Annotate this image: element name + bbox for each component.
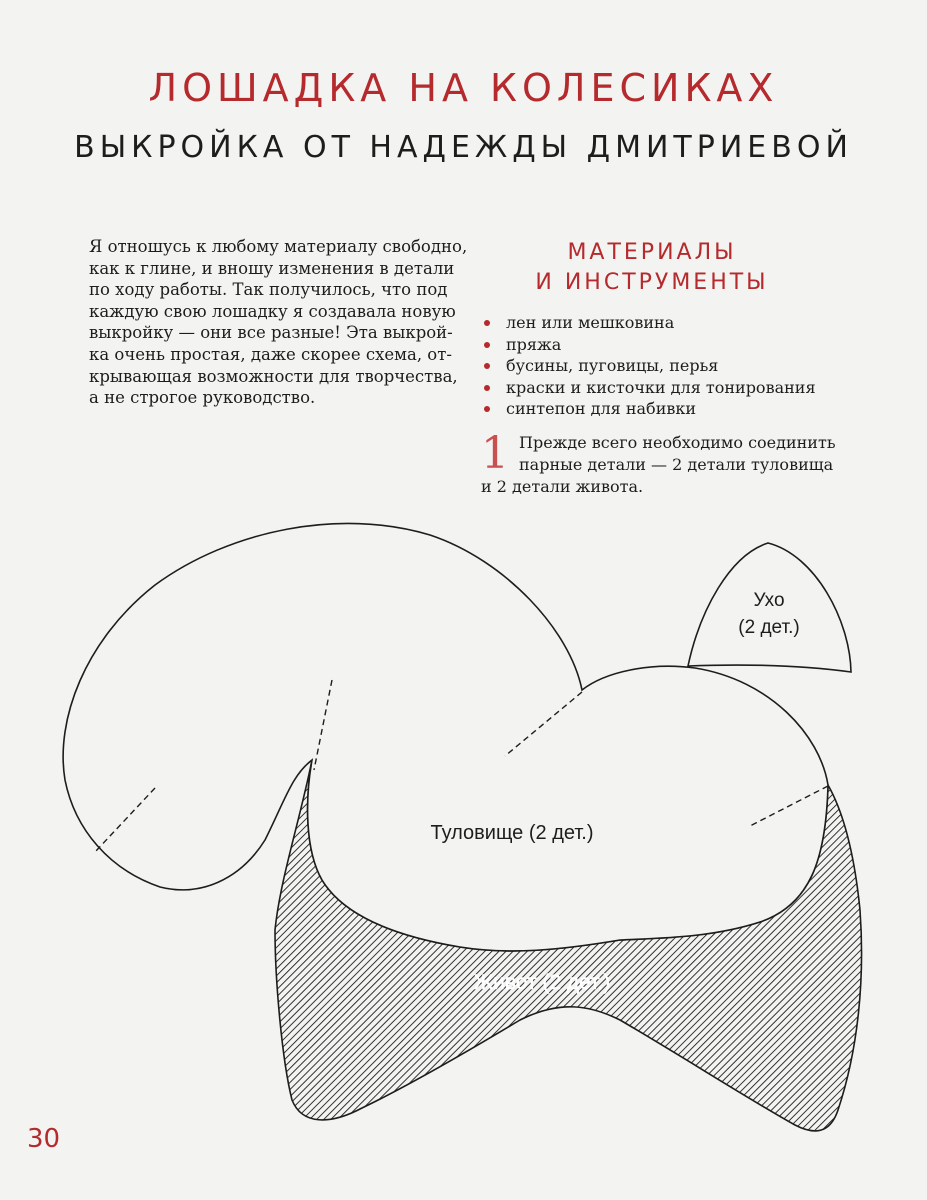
materials-heading [480,238,824,298]
materials-heading-line: МАТЕРИАЛЫ [567,240,737,265]
bullet-dot-icon [484,363,490,369]
intro-line: ка очень простая, даже скорее схема, от- [89,344,452,364]
step-line: Прежде всего необходимо соединить [519,433,836,452]
materials-list-item [482,355,816,377]
materials-item-text: бусины, пуговицы, перья [506,356,719,376]
page-number: 30 [27,1124,61,1154]
bullet-dot-icon [484,406,490,412]
materials-list-item [482,312,816,334]
page-subtitle: ВЫКРОЙКА ОТ НАДЕЖДЫ ДМИТРИЕВОЙ [74,130,853,165]
intro-line: выкройку — они все разные! Эта выкрой- [89,323,453,343]
bullet-dot-icon [484,342,490,348]
belly-label: Живот (2 дет.) [473,971,611,994]
materials-item-text: краски и кисточки для тонирования [506,377,816,397]
step-1 [481,428,861,498]
intro-line: по ходу работы. Так получилось, что под [89,280,448,300]
materials-list-item [482,377,816,399]
step-line: и 2 детали живота. [481,477,644,496]
body-piece [63,523,828,950]
materials-heading-line: И ИНСТРУМЕНТЫ [535,270,769,295]
page-title: ЛОШАДКА НА КОЛЕСИКАХ [148,66,779,110]
ear-label: (2 дет.) [738,617,800,638]
intro-line: Я отношусь к любому материалу свободно, [89,237,468,256]
intro-line: крывающая возможности для творчества, [89,366,458,386]
materials-item-text: пряжа [506,334,562,354]
materials-item-text: синтепон для набивки [506,399,697,419]
bullet-dot-icon [484,385,490,391]
ear-label: Ухо [753,590,785,611]
sewing-pattern [0,500,927,1140]
step-line: парные детали — 2 детали туловища [519,455,834,474]
body-label: Туловище (2 дет.) [430,822,594,844]
intro-paragraph [89,236,469,409]
materials-list [482,312,816,420]
materials-list-item [482,334,816,356]
intro-line: как к глине, и вношу изменения в детали [89,258,455,278]
materials-item-text: лен или мешковина [506,313,675,332]
step-number: 1 [481,428,509,479]
materials-list-item [482,398,816,420]
intro-line: а не строгое руководство. [89,388,316,408]
bullet-dot-icon [484,320,490,326]
intro-line: каждую свою лошадку я создавала новую [89,301,456,321]
